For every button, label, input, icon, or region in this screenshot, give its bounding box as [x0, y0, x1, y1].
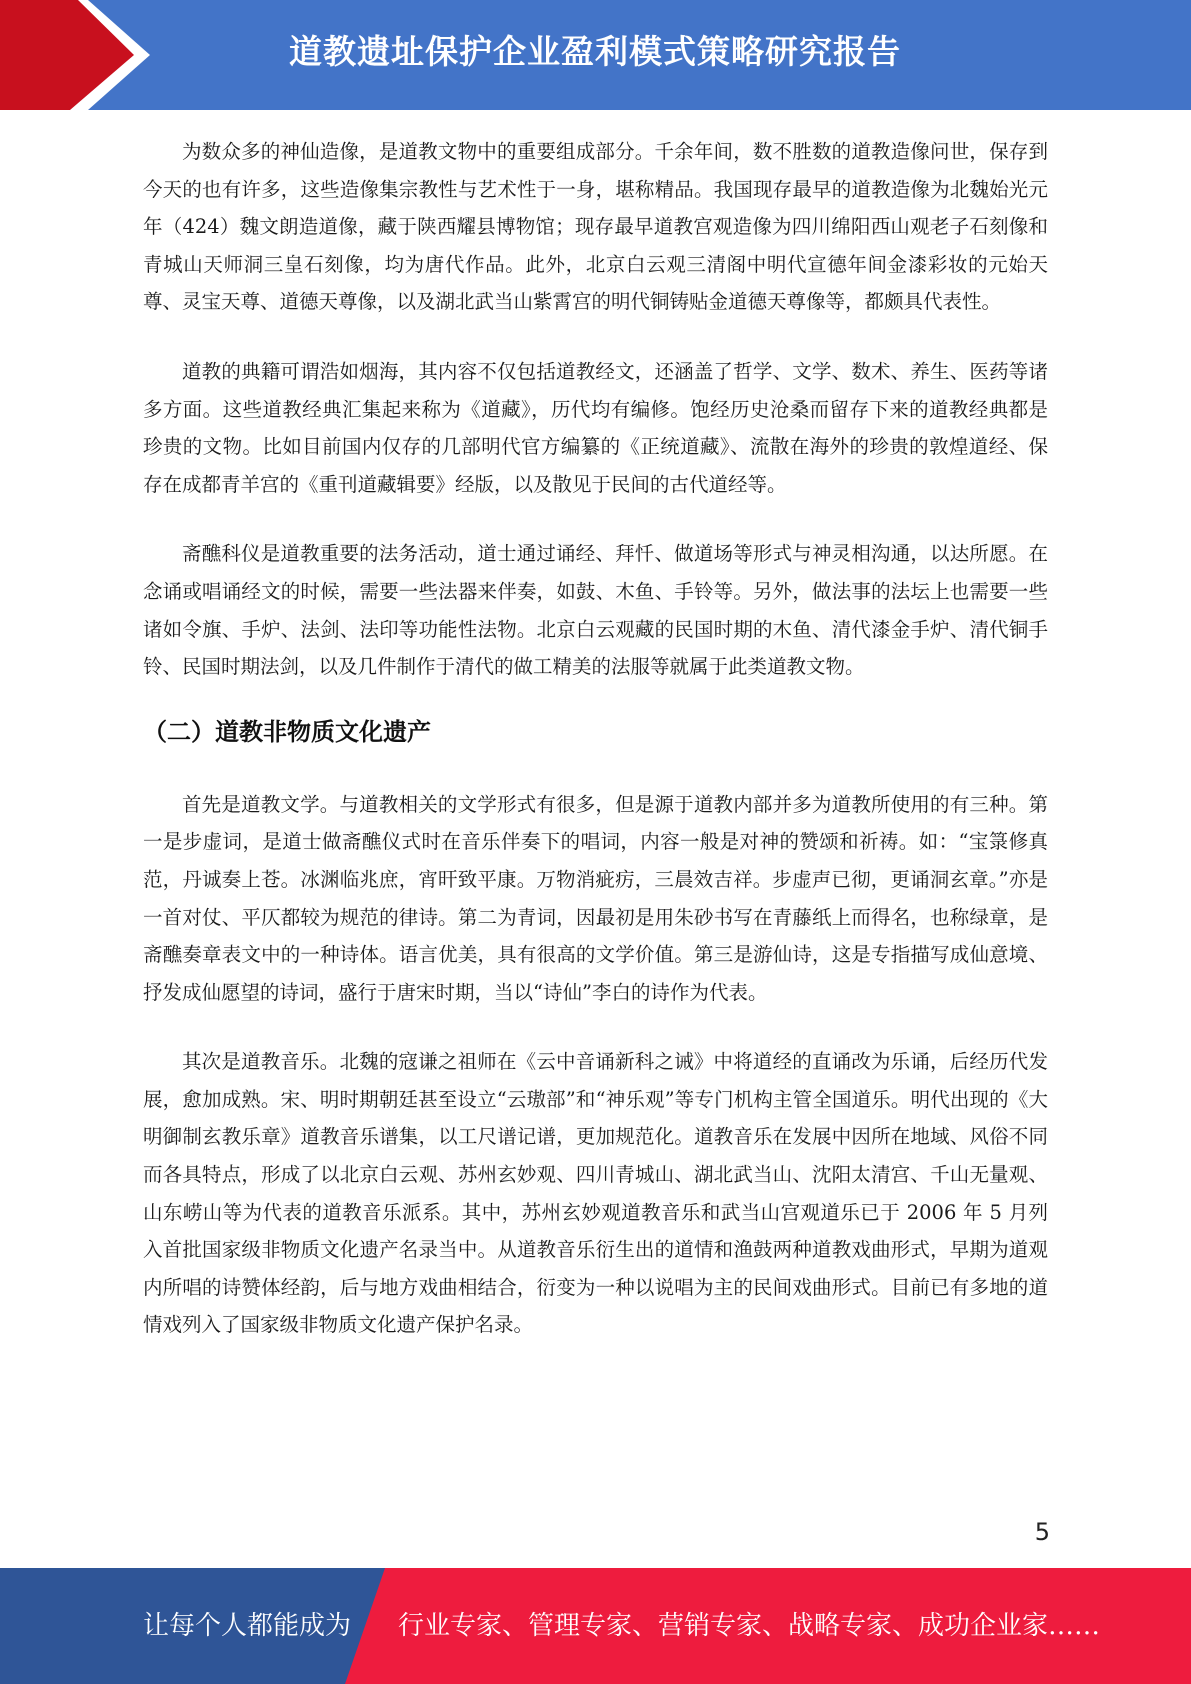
page-number: 5 — [1034, 1518, 1050, 1546]
header-arrow-decoration — [0, 0, 150, 110]
paragraph-statues: 为数众多的神仙造像，是道教文物中的重要组成部分。千余年间，数不胜数的道教造像问世，保存到今天的也有许多，这些造像集宗教性与艺术性于一身，堪称精品。我国现存最早的道教造像为北魏始光元年（424）魏文朗造道像，藏于陕西耀县博物馆；现存最早道教宫观造像为四川绵阳西山观老子石刻像和青城山天师洞三皇石刻像，均为唐代作品。此外，北京白云观三清阁中明代宣德年间金漆彩妆的元始天尊、灵宝天尊、道德天尊像，以及湖北武当山紫霄宫的明代铜铸贴金道德天尊像等，都颇具代表性。 — [143, 140, 1048, 314]
footer-slogan-left: 让每个人都能成为 — [143, 1611, 352, 1641]
page-footer — [0, 1568, 1191, 1684]
paragraph-literature: 首先是道教文学。与道教相关的文学形式有很多，但是源于道教内部并多为道教所使用的有三种。第一是步虚词，是道士做斋醮仪式时在音乐伴奏下的唱词，内容一般是对神的赞颂和祈祷。如：“宝箓修真范，丹诚奏上苍。冰渊临兆庶，宵旰致平康。万物消疵疠，三晨效吉祥。步虚声已彻，更诵洞玄章。”亦是一首对仗、平仄都较为规范的律诗。第二为青词，因最初是用朱砂书写在青藤纸上而得名，也称绿章，是斋醮奏章表文中的一种诗体。语言优美，具有很高的文学价值。第三是游仙诗，这是专指描写成仙意境、抒发成仙愿望的诗词，盛行于唐宋时期，当以“诗仙”李白的诗作为代表。 — [143, 792, 1048, 1004]
page-header — [0, 0, 1191, 110]
document-body — [143, 133, 1048, 1376]
paragraph-scriptures: 道教的典籍可谓浩如烟海，其内容不仅包括道教经文，还涵盖了哲学、文学、数术、养生、医药等诸多方面。这些道教经典汇集起来称为《道藏》，历代均有编修。饱经历史沧桑而留存下来的道教经典都是珍贵的文物。比如目前国内仅存的几部明代官方编纂的《正统道藏》、流散在海外的珍贵的敦煌道经、保存在成都青羊宫的《重刊道藏辑要》经版，以及散见于民间的古代道经等。 — [143, 359, 1048, 496]
paragraph-rituals: 斋醮科仪是道教重要的法务活动，道士通过诵经、拜忏、做道场等形式与神灵相沟通，以达所愿。在念诵或唱诵经文的时候，需要一些法器来伴奏，如鼓、木鱼、手铃等。另外，做法事的法坛上也需要一些诸如令旗、手炉、法剑、法印等功能性法物。北京白云观藏的民国时期的木鱼、清代漆金手炉、清代铜手铃、民国时期法剑，以及几件制作于清代的做工精美的法服等就属于此类道教文物。 — [143, 542, 1048, 679]
footer-slogan-right: 行业专家、管理专家、营销专家、战略专家、成功企业家…… — [398, 1611, 1101, 1641]
section-heading: （二）道教非物质文化遗产 — [143, 717, 431, 746]
paragraph-music: 其次是道教音乐。北魏的寇谦之祖师在《云中音诵新科之诫》中将道经的直诵改为乐诵，后经历代发展，愈加成熟。宋、明时期朝廷甚至设立“云璈部”和“神乐观”等专门机构主管全国道乐。明代出现的《大明御制玄教乐章》道教音乐谱集，以工尺谱记谱，更加规范化。道教音乐在发展中因所在地域、风俗不同而各具特点，形成了以北京白云观、苏州玄妙观、四川青城山、湖北武当山、沈阳太清宫、千山无量观、山东崂山等为代表的道教音乐派系。其中，苏州玄妙观道教音乐和武当山宫观道乐已于 2006 年 5 月列入首批国家级非物质文化遗产名录当中。从道教音乐衍生出的道情和渔鼓两种道教戏曲形式，早期为道观内所唱的诗赞体经韵，后与地方戏曲相结合，衍变为一种以说唱为主的民间戏曲形式。目前已有多地的道情戏列入了国家级非物质文化遗产保护名录。 — [143, 1050, 1048, 1337]
report-title: 道教遗址保护企业盈利模式策略研究报告 — [289, 32, 901, 71]
